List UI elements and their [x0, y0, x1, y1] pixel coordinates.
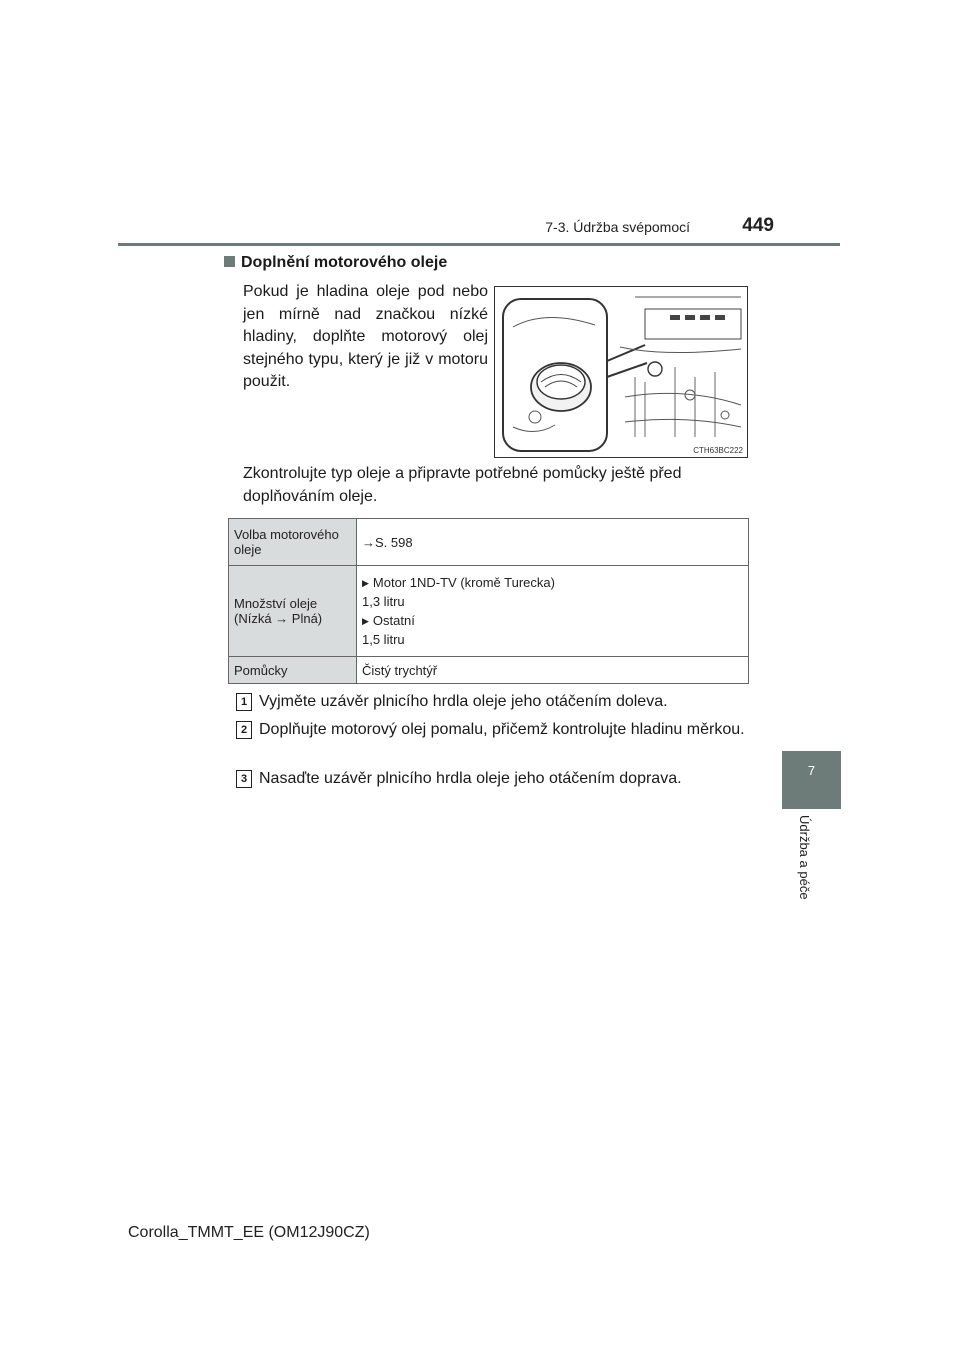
header-rule — [118, 243, 840, 246]
chapter-label: Údržba a péče — [797, 815, 812, 900]
engine-option-1: ▶ Motor 1ND-TV (kromě Turecka) — [362, 575, 743, 590]
step-2 — [236, 719, 750, 742]
step-number: 3 — [236, 770, 252, 788]
quantity-2: 1,5 litru — [362, 632, 405, 647]
intro-paragraph: Pokud je hladina oleje pod nebo jen mírně nad značkou nízké hladiny, doplňte motorový olej stejného typu, který je již v motoru použit. — [243, 283, 488, 390]
engine-oil-cap-illustration — [494, 286, 748, 458]
section-heading — [224, 254, 447, 272]
step-3 — [236, 768, 750, 791]
step-1 — [236, 691, 750, 714]
oil-quantity-label: Množství oleje (Nízká → Plná) — [229, 566, 357, 657]
step-text: Vyjměte uzávěr plnicího hrdla oleje jeho otáčením doleva. — [259, 693, 668, 710]
step-text: Nasaďte uzávěr plnicího hrdla oleje jeho otáčením doprava. — [259, 770, 682, 787]
figure-code: CTH63BC222 — [693, 446, 743, 455]
heading-text: Doplnění motorového oleje — [241, 254, 448, 271]
tools-label: Pomůcky — [229, 657, 357, 684]
oil-selection-label: Volba motorového oleje — [229, 519, 357, 566]
step-number: 1 — [236, 693, 252, 711]
table-row — [229, 657, 749, 684]
table-row — [229, 519, 749, 566]
chapter-tab — [782, 751, 841, 809]
table-row — [229, 566, 749, 657]
oil-spec-table — [228, 518, 749, 684]
heading-square-icon — [224, 256, 235, 267]
engine-option-2: ▶ Ostatní — [362, 613, 743, 628]
chapter-number: 7 — [807, 763, 816, 778]
step-number: 2 — [236, 721, 252, 739]
quantity-1: 1,3 litru — [362, 594, 405, 609]
footer-model: Corolla_TMMT_EE (OM12J90CZ) — [128, 1224, 370, 1241]
engine-drawing — [495, 287, 747, 457]
page-number: 449 — [742, 215, 774, 236]
step-text: Doplňujte motorový olej pomalu, přičemž kontrolujte hladinu měrkou. — [259, 721, 745, 738]
preparation-note: Zkontrolujte typ oleje a připravte potřebné pomůcky ještě před doplňováním oleje. — [243, 465, 682, 505]
oil-selection-value: →S. 598 — [357, 519, 749, 566]
section-title: 7-3. Údržba svépomocí — [545, 219, 690, 235]
tools-value: Čistý trychtýř — [357, 657, 749, 684]
oil-quantity-value — [357, 566, 749, 657]
